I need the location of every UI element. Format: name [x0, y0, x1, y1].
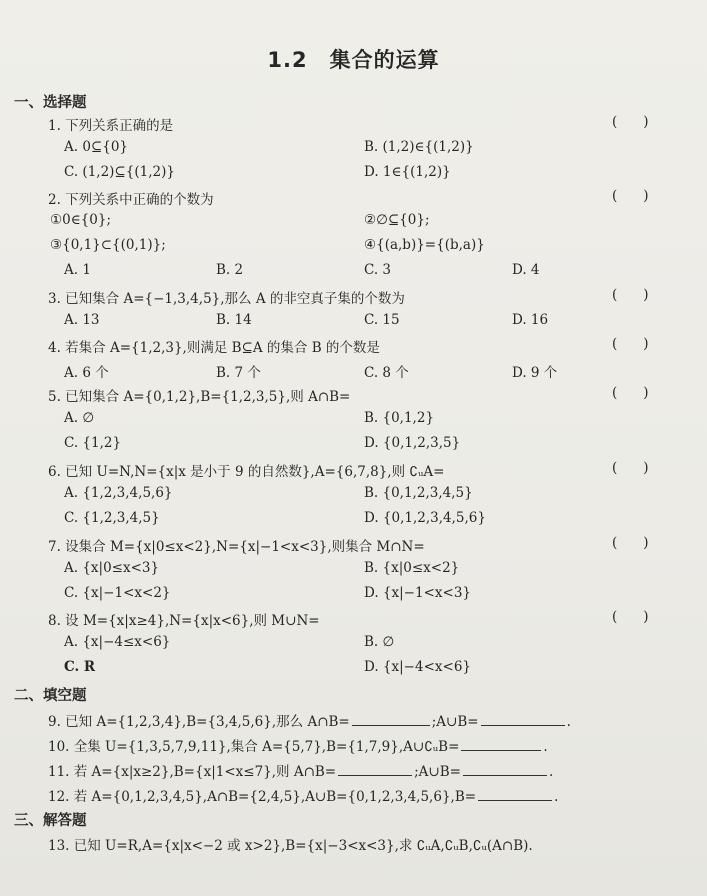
q2-answer-paren: () [612, 188, 675, 204]
q8-stem: 8. 设 M={x|x≥4},N={x|x<6},则 M∪N= [48, 613, 320, 629]
q12-text-1: 12. 若 A={0,1,2,3,4,5},A∩B={2,4,5},A∪B={0,1,2,3,4,5,6},B= [48, 789, 477, 805]
section-solve-heading: 三、解答题 [14, 813, 87, 829]
section-fill-heading: 二、填空题 [14, 688, 87, 704]
q6-answer-paren: () [612, 460, 675, 476]
q1-option-a: A. 0⊆{0} [64, 139, 128, 155]
q4-answer-paren: () [612, 336, 675, 352]
q6-option-a: A. {1,2,3,4,5,6} [64, 485, 173, 501]
q8-option-c: C. R [64, 659, 96, 675]
q12-blank[interactable] [478, 799, 552, 801]
q6-option-d: D. {0,1,2,3,4,5,6} [364, 510, 486, 526]
q13-stem: 13. 已知 U=R,A={x|x<−2 或 x>2},B={x|−3<x<3},求 ∁ᵤA,∁ᵤB,∁ᵤ(A∩B). [48, 838, 533, 854]
q9-blank-intersection[interactable] [352, 724, 430, 726]
q9-line [48, 710, 571, 730]
q1-option-d: D. 1∈{(1,2)} [364, 164, 451, 180]
q8-option-d: D. {x|−4<x<6} [364, 659, 471, 675]
q4-option-d: D. 9 个 [512, 365, 558, 381]
q2-statement-1: ①0∈{0}; [50, 212, 112, 228]
q3-option-b: B. 14 [216, 312, 252, 328]
q5-option-a: A. ∅ [64, 410, 95, 426]
q7-answer-paren: () [612, 535, 675, 551]
q2-option-b: B. 2 [216, 262, 244, 278]
q2-option-c: C. 3 [364, 262, 392, 278]
page-title: 1.2 集合的运算 [267, 48, 440, 72]
q1-stem: 1. 下列关系正确的是 [48, 118, 174, 134]
q2-option-a: A. 1 [64, 262, 91, 278]
q2-option-d: D. 4 [512, 262, 540, 278]
q7-stem: 7. 设集合 M={x|0≤x<2},N={x|−1<x<3},则集合 M∩N= [48, 539, 425, 555]
q2-statement-4: ④{(a,b)}={(b,a)} [364, 237, 485, 253]
q9-text-2: ;A∪B= [431, 714, 479, 730]
q5-option-c: C. {1,2} [64, 435, 122, 451]
q4-option-b: B. 7 个 [216, 365, 261, 381]
q6-stem: 6. 已知 U=N,N={x|x 是小于 9 的自然数},A={6,7,8},则 ∁ᵤA= [48, 464, 445, 480]
q9-text-3: . [566, 714, 571, 730]
q8-option-b: B. ∅ [364, 634, 395, 650]
q4-option-a: A. 6 个 [64, 365, 109, 381]
q1-option-b: B. (1,2)∈{(1,2)} [364, 139, 474, 155]
q10-line [48, 735, 548, 755]
q12-text-2: . [554, 789, 559, 805]
q6-option-b: B. {0,1,2,3,4,5} [364, 485, 473, 501]
q5-option-d: D. {0,1,2,3,5} [364, 435, 461, 451]
q7-option-b: B. {x|0≤x<2} [364, 560, 460, 576]
q3-option-c: C. 15 [364, 312, 400, 328]
q6-option-c: C. {1,2,3,4,5} [64, 510, 160, 526]
q5-stem: 5. 已知集合 A={0,1,2},B={1,2,3,5},则 A∩B= [48, 389, 351, 405]
q5-option-b: B. {0,1,2} [364, 410, 435, 426]
q1-option-c: C. (1,2)⊆{(1,2)} [64, 164, 175, 180]
q8-option-a: A. {x|−4≤x<6} [64, 634, 171, 650]
q9-text-1: 9. 已知 A={1,2,3,4},B={3,4,5,6},那么 A∩B= [48, 714, 350, 730]
q3-answer-paren: () [612, 287, 675, 303]
q4-stem: 4. 若集合 A={1,2,3},则满足 B⊆A 的集合 B 的个数是 [48, 340, 380, 356]
q2-stem: 2. 下列关系中正确的个数为 [48, 192, 214, 208]
q7-option-a: A. {x|0≤x<3} [64, 560, 160, 576]
q3-stem: 3. 已知集合 A={−1,3,4,5},那么 A 的非空真子集的个数为 [48, 291, 405, 307]
q11-blank-intersection[interactable] [338, 774, 412, 776]
q3-option-a: A. 13 [64, 312, 100, 328]
q4-option-c: C. 8 个 [364, 365, 409, 381]
q11-text-1: 11. 若 A={x|x≥2},B={x|1<x≤7},则 A∩B= [48, 764, 337, 780]
q2-statement-3: ③{0,1}⊂{(0,1)}; [50, 237, 166, 253]
q1-answer-paren: () [612, 114, 675, 130]
q11-text-2: ;A∪B= [414, 764, 461, 780]
q11-text-3: . [548, 764, 554, 780]
q3-option-d: D. 16 [512, 312, 549, 328]
q8-answer-paren: () [612, 609, 675, 625]
q7-option-d: D. {x|−1<x<3} [364, 585, 471, 601]
q10-blank[interactable] [461, 749, 541, 751]
q5-answer-paren: () [612, 385, 675, 401]
q9-blank-union[interactable] [481, 724, 565, 726]
q10-text-1: 10. 全集 U={1,3,5,7,9,11},集合 A={5,7},B={1,7,9},A∪∁ᵤB= [48, 739, 460, 755]
q10-text-2: . [543, 739, 548, 755]
section-choice-heading: 一、选择题 [14, 95, 87, 111]
q2-statement-2: ②∅⊆{0}; [364, 212, 430, 228]
q11-line [48, 760, 553, 780]
q7-option-c: C. {x|−1<x<2} [64, 585, 171, 601]
q12-line [48, 785, 558, 805]
q11-blank-union[interactable] [463, 774, 547, 776]
